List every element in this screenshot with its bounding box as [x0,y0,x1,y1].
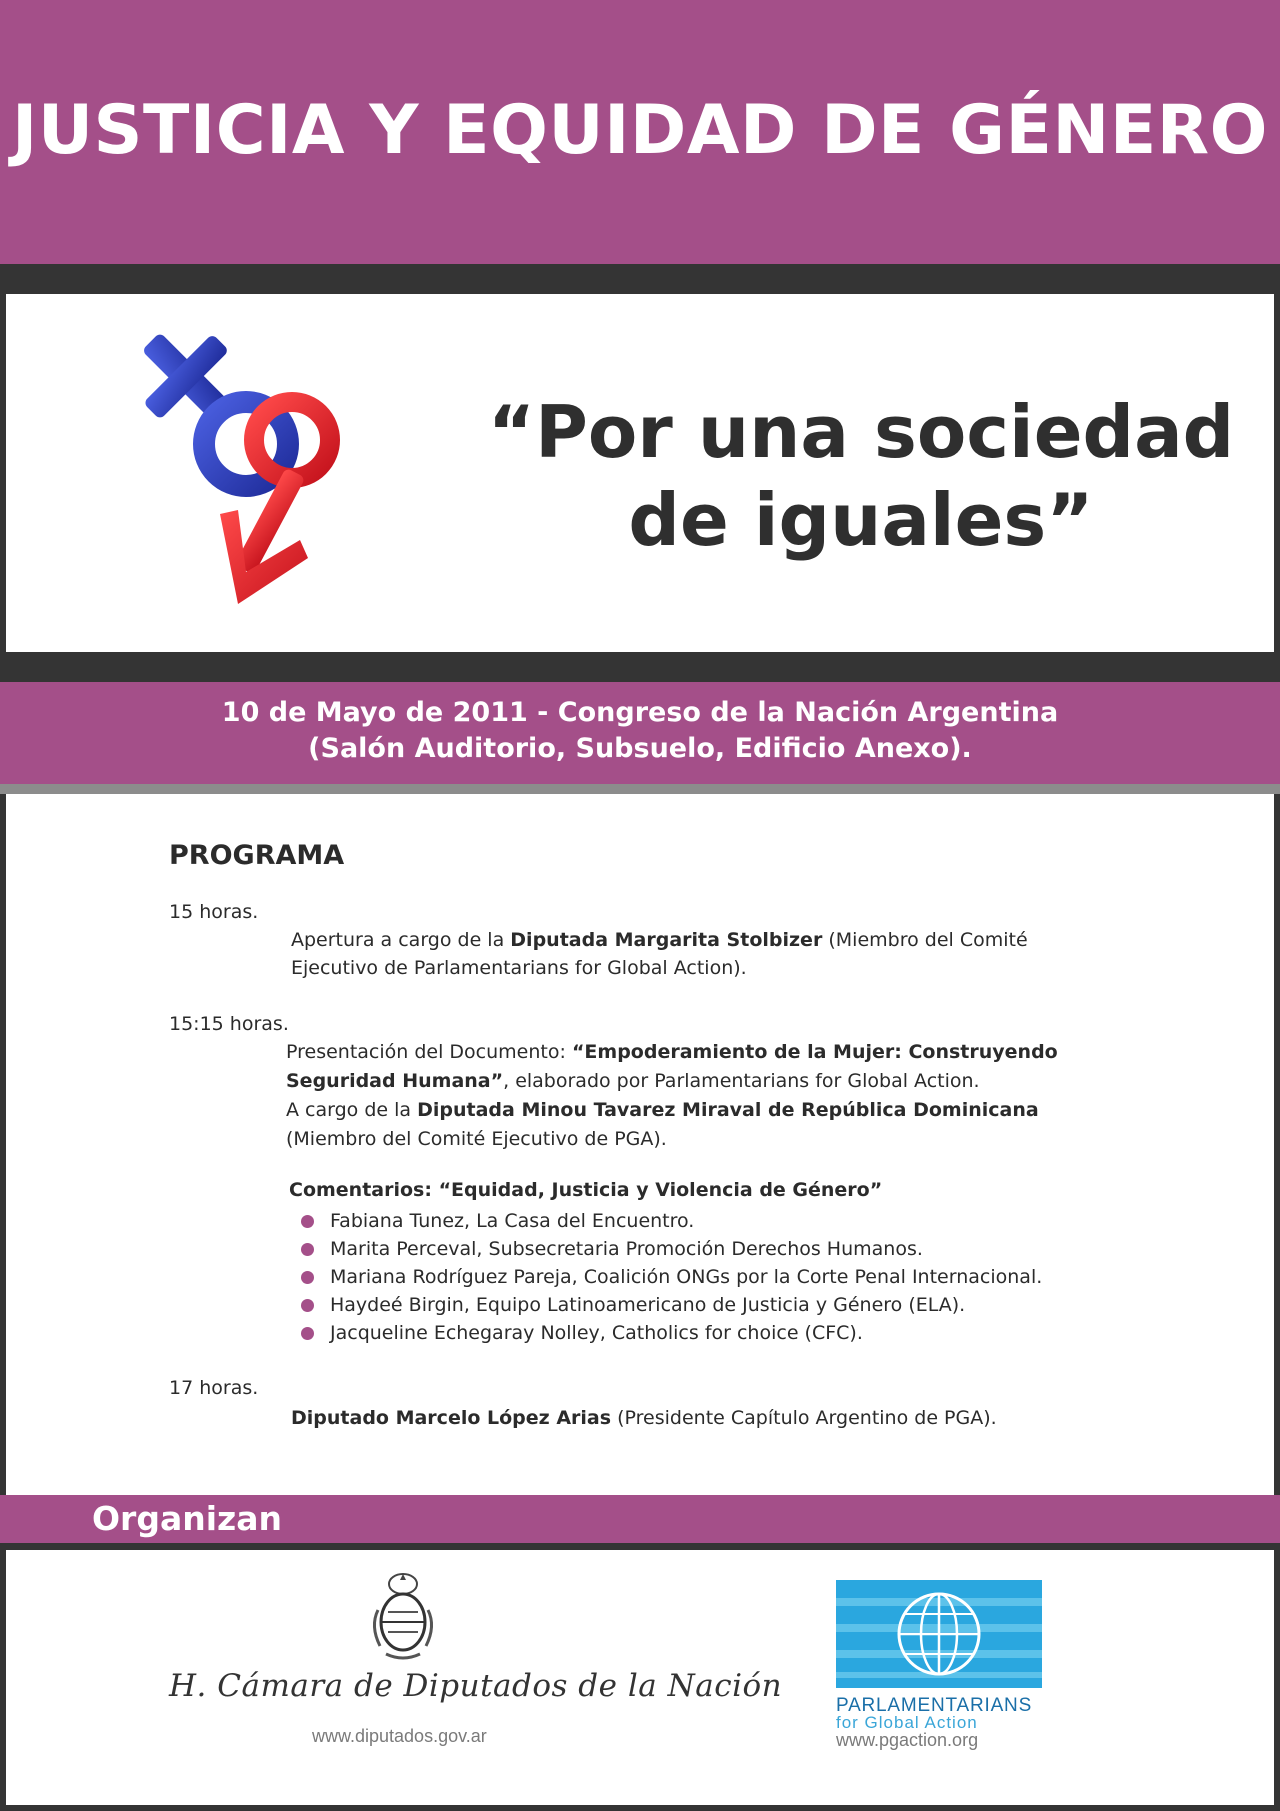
page-title: JUSTICIA Y EQUIDAD DE GÉNERO [12,90,1268,170]
list-item [297,1319,1042,1347]
text: A cargo de la [286,1099,418,1121]
speaker-name: Diputada Minou Tavarez Miraval de República Dominicana [417,1099,1039,1121]
list-item [297,1235,1042,1263]
hero-section [0,294,1280,652]
bullet-icon [301,1271,314,1284]
program-description [291,1404,1129,1433]
pga-name: PARLAMENTARIANS [836,1695,1033,1716]
list-item-text: Marita Perceval, Subsecretaria Promoción Derechos Humanos. [330,1238,923,1260]
program-heading: PROGRAMA [169,840,345,871]
divider-bar [0,652,1280,682]
program-description: (Miembro del Comité Ejecutivo de PGA). [286,1128,667,1150]
title-banner [0,0,1280,264]
speaker-name: Diputado Marcelo López Arias [291,1407,612,1429]
comments-list [297,1207,1042,1347]
organizers-banner [0,1495,1280,1543]
program-time: 15 horas. [169,901,259,923]
speaker-name: Diputada Margarita Stolbizer [510,929,823,951]
list-item-text: Fabiana Tunez, La Casa del Encuentro. [330,1210,695,1232]
text: (Presidente Capítulo Argentino de PGA). [611,1407,997,1429]
gender-symbols-icon [142,314,378,614]
program-description [286,1038,1129,1067]
text: , elaborado por Parlamentarians for Global Action. [503,1070,980,1092]
bullet-icon [301,1299,314,1312]
event-venue: (Salón Auditorio, Subsuelo, Edificio Anexo). [308,733,972,764]
program-time: 15:15 horas. [169,1013,289,1035]
coat-of-arms-icon [368,1570,438,1662]
divider-line [0,784,1280,794]
motto-line: “Por una sociedad [487,390,1235,474]
text: (Miembro del Comité [822,929,1028,951]
list-item-text: Mariana Rodríguez Pareja, Coalición ONGs por la Corte Penal Internacional. [330,1266,1043,1288]
document-title: “Empoderamiento de la Mujer: Construyendo [571,1041,1058,1063]
program-description [291,926,1129,955]
organizers-section [0,1550,1280,1811]
list-item-text: Jacqueline Echegaray Nolley, Catholics for choice (CFC). [330,1322,863,1344]
text: Presentación del Documento: [286,1041,572,1063]
event-banner [0,682,1280,784]
globe-logo-icon [836,1580,1042,1688]
bullet-icon [301,1243,314,1256]
pga-url[interactable]: www.pgaction.org [836,1730,979,1750]
motto-line: de iguales” [628,478,1094,562]
bullet-icon [301,1215,314,1228]
event-date-location: 10 de Mayo de 2011 - Congreso de la Nación Argentina [221,697,1059,728]
program-description: Ejecutivo de Parlamentarians for Global Action). [291,957,747,979]
list-item [297,1263,1042,1291]
program-section [0,794,1280,1495]
list-item [297,1207,1042,1235]
divider-bar [0,264,1280,294]
list-item-text: Haydeé Birgin, Equipo Latinoamericano de Justicia y Género (ELA). [330,1294,966,1316]
program-time: 17 horas. [169,1377,259,1399]
program-description [286,1096,1129,1125]
chamber-name: H. Cámara de Diputados de la Nación [169,1668,783,1704]
organizers-label: Organizan [92,1499,282,1538]
pga-subtitle: for Global Action [836,1713,978,1732]
document-title: Seguridad Humana” [286,1070,504,1092]
list-item [297,1291,1042,1319]
comments-heading: Comentarios: “Equidad, Justicia y Violencia de Género” [289,1179,883,1201]
text: Apertura a cargo de la [291,929,511,951]
motto-text [476,388,1246,564]
divider-bar [0,1543,1280,1550]
chamber-url[interactable]: www.diputados.gov.ar [312,1726,487,1746]
program-description [286,1067,1129,1096]
bullet-icon [301,1327,314,1340]
